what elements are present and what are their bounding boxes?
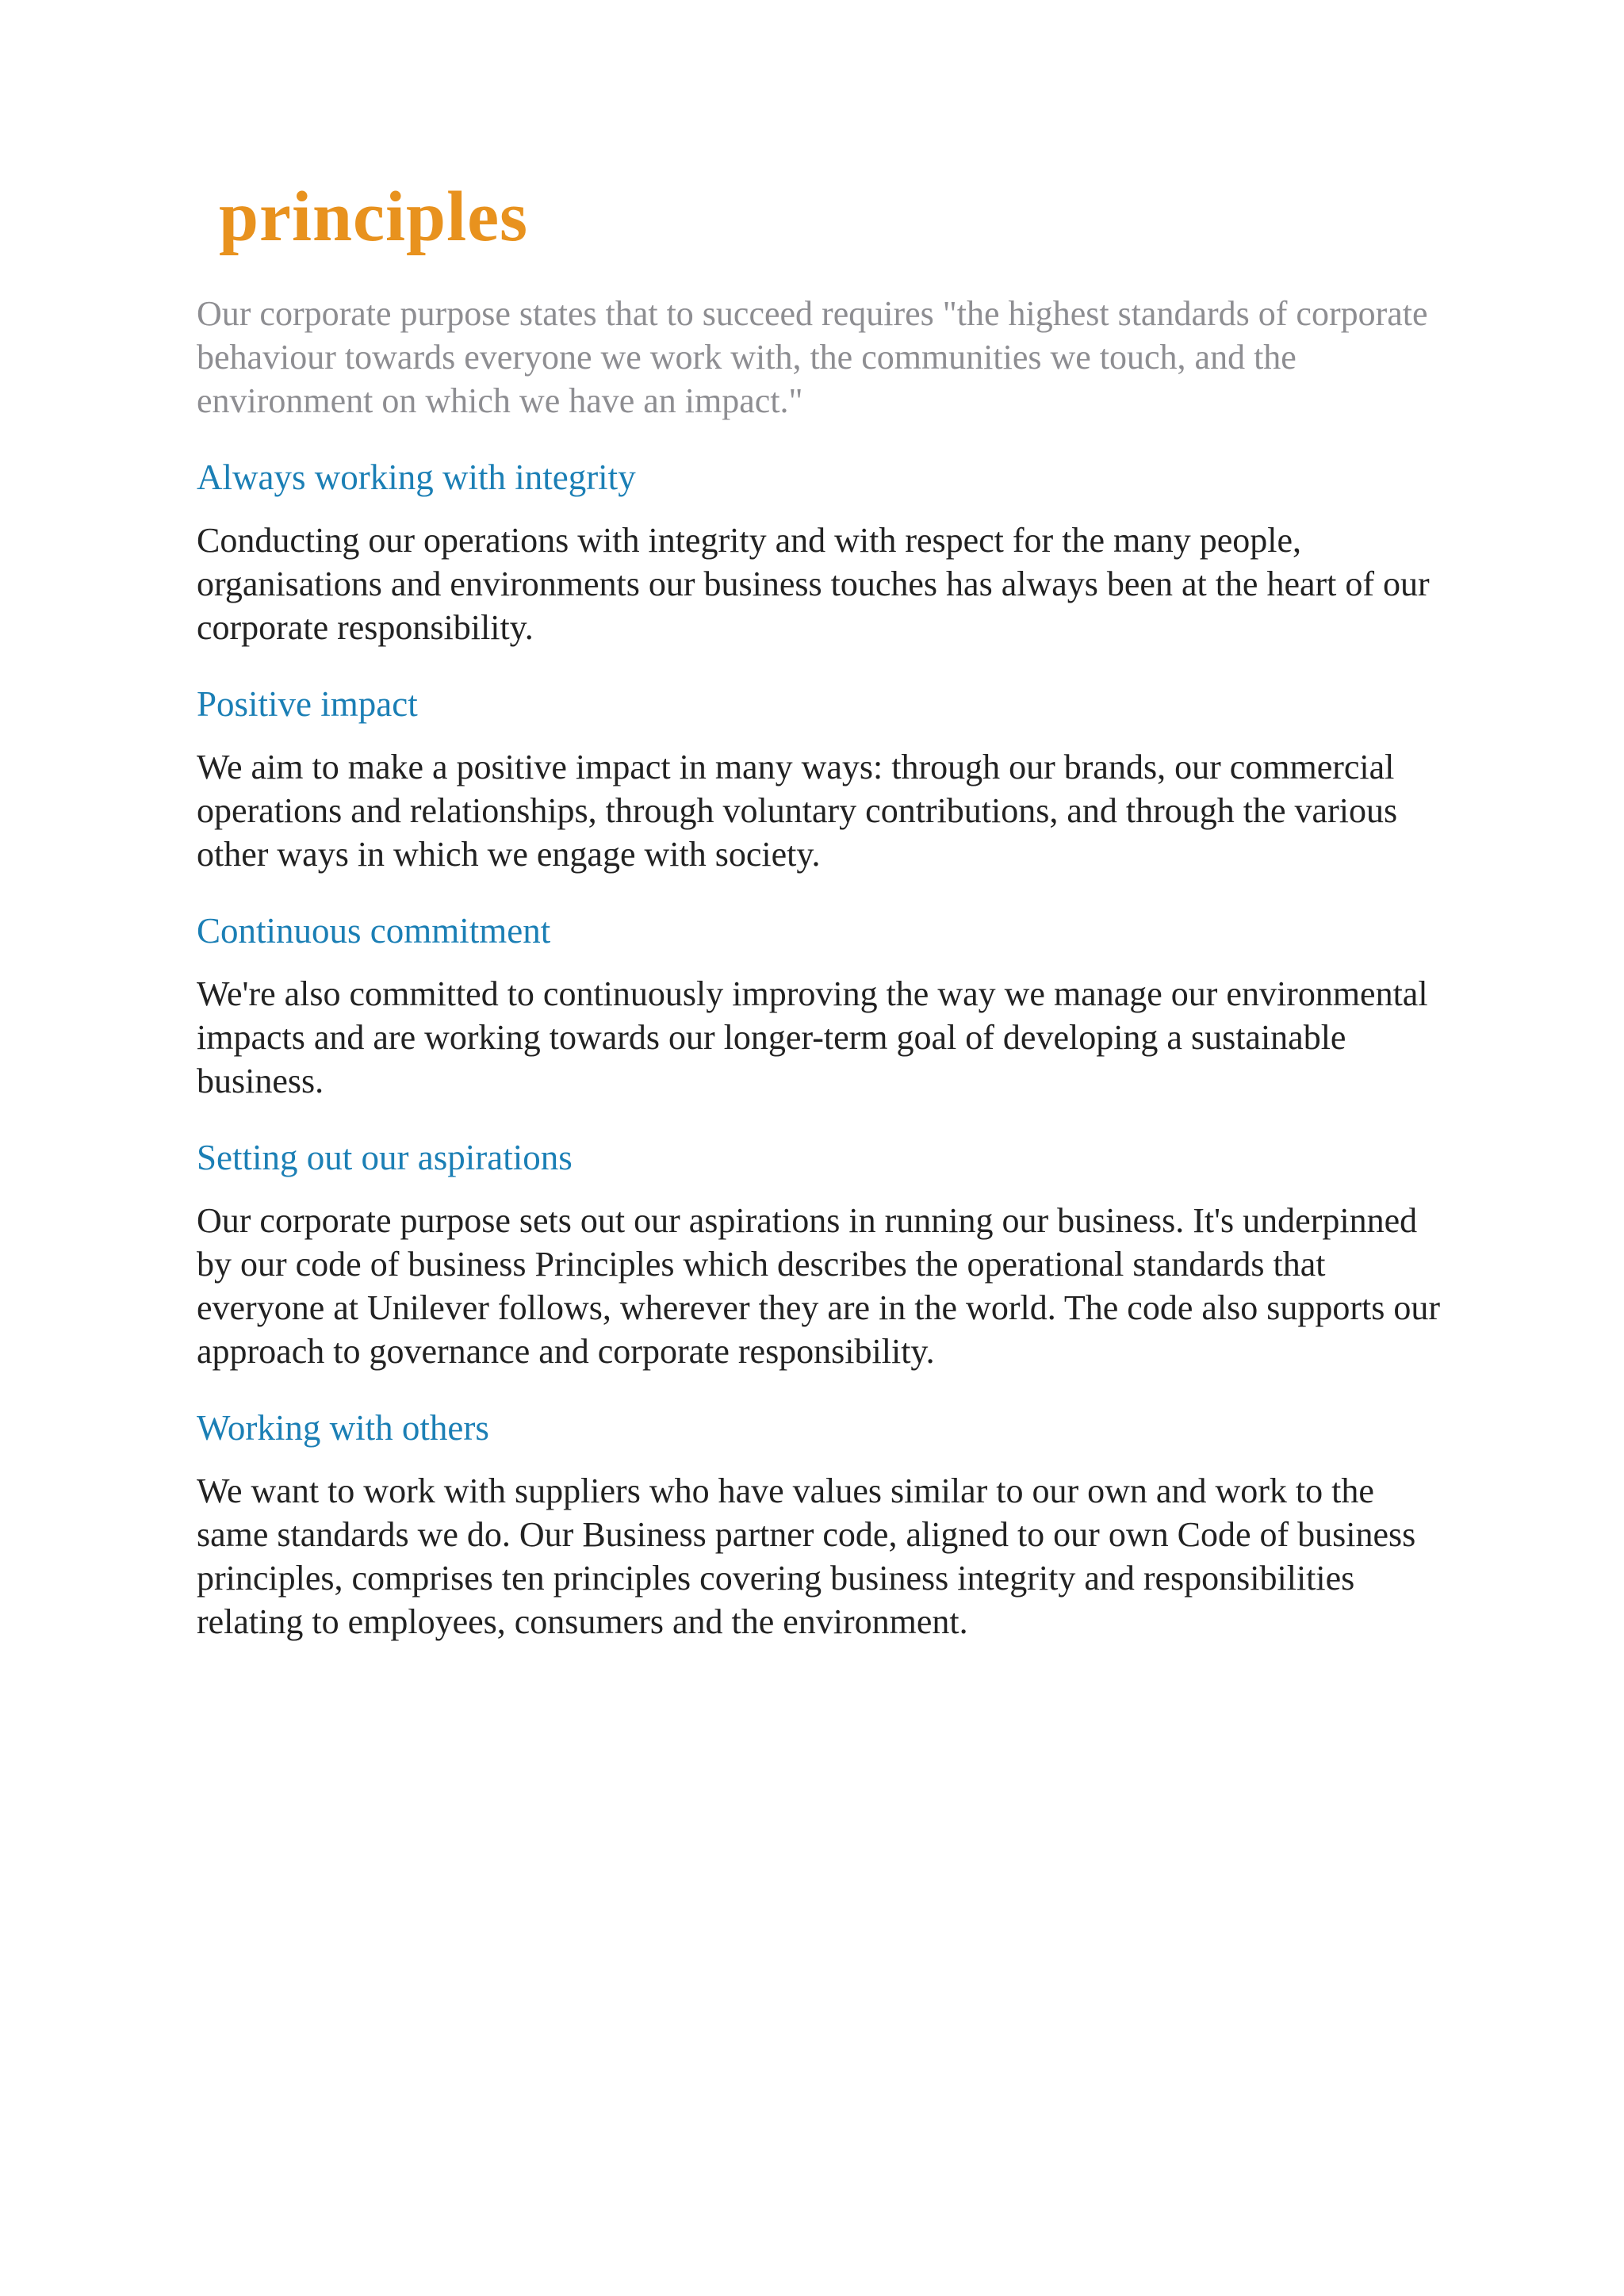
- section-paragraph-integrity: Conducting our operations with integrity and with respect for the many people, organisations and environments our business touches has always been at the heart of our corporate responsibility.: [197, 521, 1430, 647]
- section-integrity: [197, 456, 1454, 649]
- section-working-with-others: [197, 1406, 1454, 1644]
- section-heading-continuous-commitment: Continuous commitment: [197, 911, 551, 951]
- section-positive-impact: [197, 683, 1454, 876]
- section-paragraph-positive-impact: We aim to make a positive impact in many ways: through our brands, our commercial operations and relationships, through voluntary contributions, and through the various other ways in which we engage with society.: [197, 748, 1398, 874]
- section-heading-aspirations: Setting out our aspirations: [197, 1138, 573, 1177]
- section-heading-positive-impact: Positive impact: [197, 684, 418, 724]
- section-paragraph-working-with-others: We want to work with suppliers who have values similar to our own and work to the same standards we do. Our Business partner code, aligned to our own Code of business principles, comprises ten principles covering business integrity and responsibilities relating to employees, consumers and the environment.: [197, 1471, 1416, 1641]
- section-heading-integrity: Always working with integrity: [197, 457, 636, 497]
- section-paragraph-continuous-commitment: We're also committed to continuously improving the way we manage our environmental impacts and are working towards our longer-term goal of developing a sustainable business.: [197, 974, 1428, 1100]
- section-paragraph-aspirations: Our corporate purpose sets out our aspirations in running our business. It's underpinned by our code of business Principles which describes the operational standards that everyone at Unilever follows, wherever they are in the world. The code also supports our approach to governance and corporate responsibility.: [197, 1201, 1441, 1371]
- section-heading-working-with-others: Working with others: [197, 1408, 489, 1448]
- page-title: principles: [219, 178, 529, 256]
- section-continuous-commitment: [197, 909, 1454, 1103]
- section-aspirations: [197, 1136, 1454, 1373]
- intro-paragraph: Our corporate purpose states that to succeed requires "the highest standards of corporate behaviour towards everyone we work with, the communities we touch, and the environment on which we have an impact.": [197, 294, 1428, 420]
